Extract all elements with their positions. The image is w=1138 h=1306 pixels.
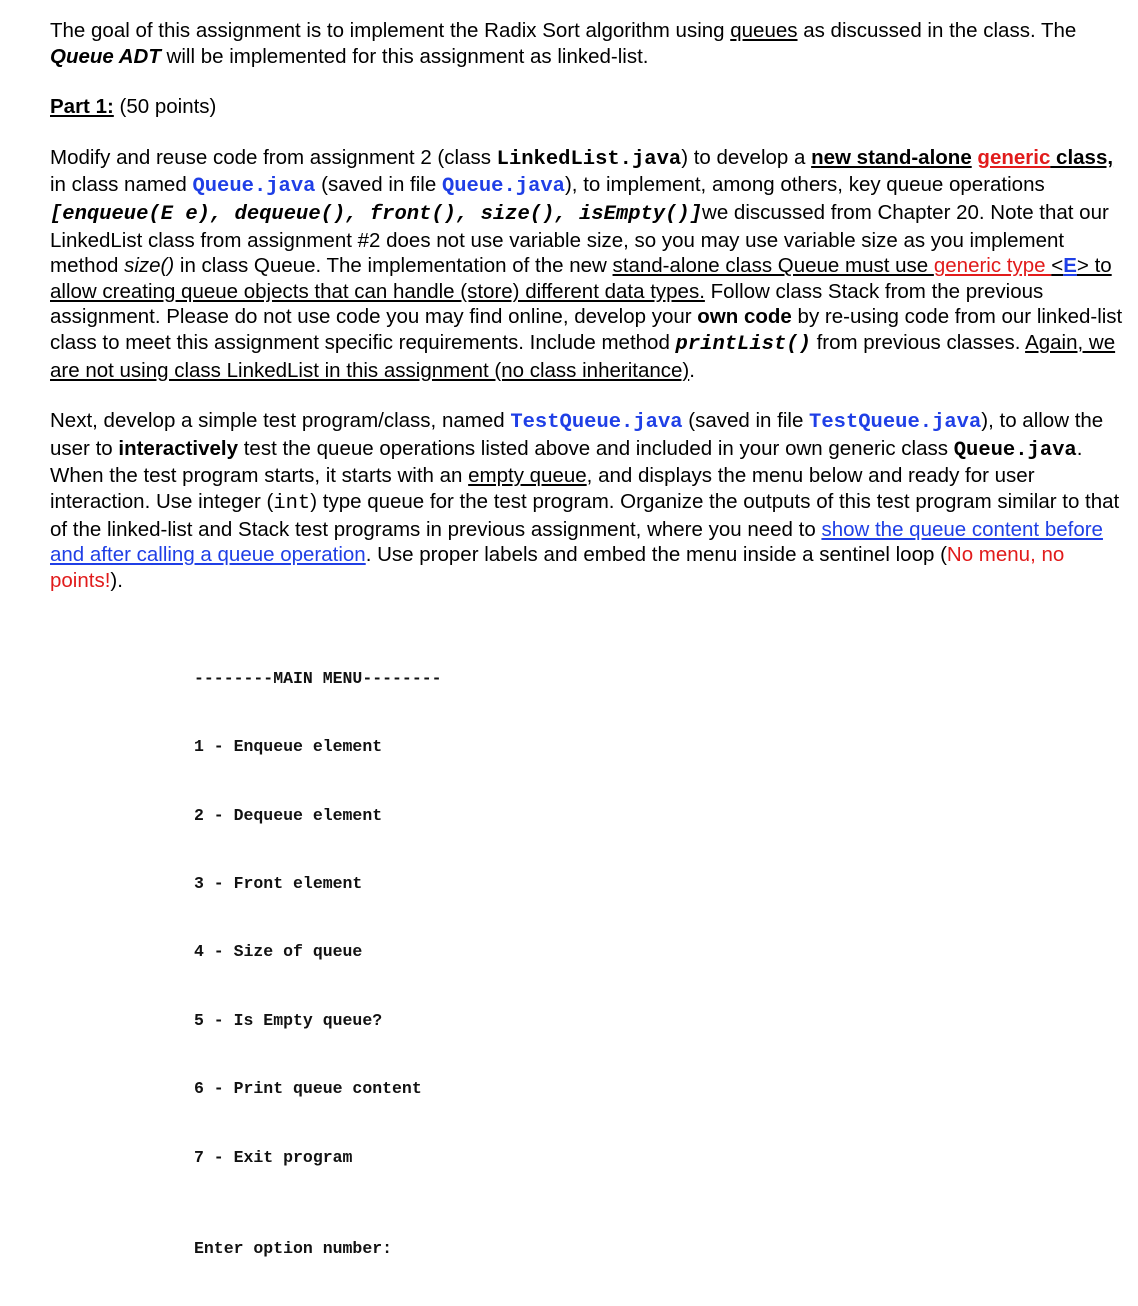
main-menu-listing	[194, 622, 1125, 1306]
p1-generic-red: generic	[977, 145, 1051, 169]
p1-text: in class Queue. The implementation of the new	[174, 254, 613, 278]
p1-text: .	[689, 358, 695, 382]
p2-text: test the queue operations listed above and included in your own generic class	[238, 436, 954, 460]
intro-text-1: The goal of this assignment is to implement the Radix Sort algorithm using	[50, 19, 731, 42]
p2-text: (saved in file	[682, 409, 810, 433]
menu-item-front: 3 - Front element	[194, 874, 363, 894]
p2-show-queue-link[interactable]: show the queue content before and after calling a queue operation	[50, 517, 1103, 567]
p2-testqueue-file: TestQueue.java	[809, 411, 982, 435]
p1-own-code: own code	[697, 305, 792, 329]
p1-class-bold: class,	[1050, 145, 1114, 169]
menu-item-enqueue: 1 - Enqueue element	[194, 737, 383, 757]
p1-queue-operations-code: [enqueue(E e), dequeue(), front(), size(), isEmpty()]	[50, 202, 703, 226]
intro-queue-adt: Queue ADT	[50, 44, 161, 68]
p2-text: Next, develop a simple test program/class, named	[50, 409, 511, 433]
part-1-heading	[50, 94, 1125, 120]
p1-angle-open: <	[1051, 254, 1064, 278]
p2-queue-java-code: Queue.java	[953, 438, 1077, 462]
p1-text: Modify and reuse code from assignment 2 (class	[50, 145, 497, 169]
p2-interactively: interactively	[118, 436, 239, 460]
p1-text: ) to develop a	[681, 145, 812, 169]
p1-printlist-code: printList()	[675, 332, 811, 356]
menu-item-dequeue: 2 - Dequeue element	[194, 805, 383, 825]
p1-text: from previous classes.	[810, 330, 1026, 354]
menu-item-exit: 7 - Exit program	[194, 1147, 353, 1167]
intro-text-3: as discussed in the class. The	[797, 19, 1077, 42]
p2-text: . Use proper labels and embed the menu inside a sentinel loop (	[365, 543, 947, 567]
intro-paragraph	[50, 18, 1125, 69]
p2-text: ).	[110, 568, 123, 592]
p1-size-method: size()	[124, 254, 175, 278]
p1-new-stand-alone: new stand-alone	[811, 145, 972, 169]
part-1-points: (50 points)	[113, 95, 217, 119]
p1-generic-type-red: generic type	[933, 254, 1052, 278]
p2-int-code: int	[273, 491, 311, 515]
menu-header: --------MAIN MENU--------	[194, 668, 442, 688]
menu-item-print: 6 - Print queue content	[194, 1079, 422, 1099]
intro-queues-underlined: queues	[730, 19, 798, 42]
p1-no-inheritance-note: Again, we are not using class LinkedList in this assignment (no class inheritance)	[50, 330, 1116, 382]
part-1-label: Part 1:	[50, 95, 114, 119]
part-1-paragraph	[50, 145, 1125, 383]
p2-text: , and displays the menu below and ready for user interaction. Use integer (	[50, 464, 1035, 513]
p1-text: in class named	[50, 173, 193, 197]
p2-empty-queue: empty queue	[468, 464, 587, 488]
p2-text: ) type queue for the test program. Organize the outputs of this test program similar to that of the linked-list and Stack test programs in previous assignment, where you need to	[50, 489, 1120, 541]
assignment-document	[50, 18, 1125, 1306]
test-program-paragraph	[50, 408, 1125, 593]
p1-text: (saved in file	[315, 173, 442, 197]
p1-type-param-e: E	[1063, 254, 1077, 278]
menu-item-is-empty: 5 - Is Empty queue?	[194, 1010, 383, 1030]
menu-item-size: 4 - Size of queue	[194, 942, 363, 962]
p2-testqueue-code: TestQueue.java	[510, 411, 683, 435]
p1-underlined-requirement-end: > to allow creating queue objects that can handle (store) different data types.	[50, 254, 1112, 303]
intro-text-5: will be implemented for this assignment as linked-list.	[160, 44, 649, 68]
p1-queue-java-code: Queue.java	[192, 175, 316, 199]
p1-text: by re-using code from our linked-list class to meet this assignment specific requirements. Include method	[50, 305, 1123, 354]
p1-underlined-requirement: stand-alone class Queue must use	[612, 254, 934, 278]
p1-text: ), to implement, among others, key queue operations	[564, 173, 1045, 197]
p1-text: Follow class Stack from the previous assignment. Please do not use code you may find online, develop your	[50, 279, 1044, 329]
p1-text: we discussed from Chapter 20. Note that our LinkedList class from assignment #2 does not use variable size, so you may use variable size as you implement method	[50, 200, 1109, 278]
menu-prompt: Enter option number:	[194, 1239, 393, 1258]
p1-queue-java-file: Queue.java	[441, 175, 565, 199]
p2-text: ), to allow the user to	[50, 409, 1104, 460]
p1-linkedlist-code: LinkedList.java	[496, 147, 682, 171]
p2-no-menu-warning: No menu, no points!	[50, 543, 1065, 592]
p2-text: . When the test program starts, it starts with an	[50, 436, 1083, 488]
